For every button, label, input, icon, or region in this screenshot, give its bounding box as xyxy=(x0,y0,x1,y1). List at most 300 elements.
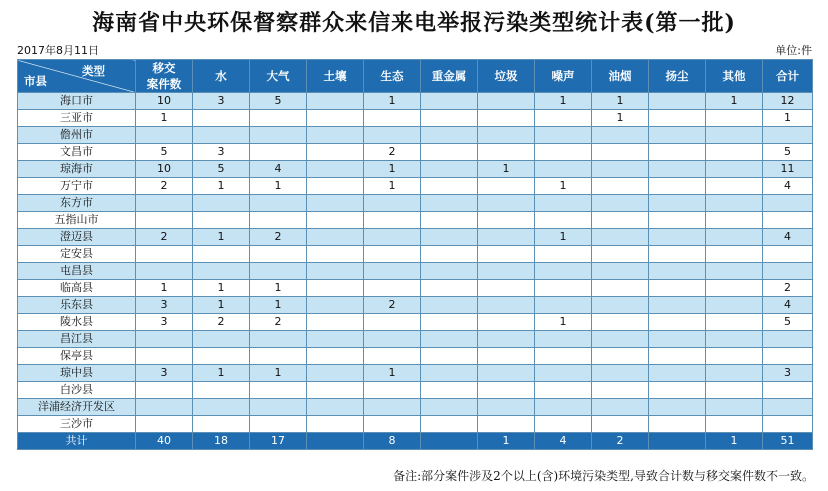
total-cell: 1 xyxy=(706,433,763,450)
value-cell xyxy=(307,212,364,229)
value-cell xyxy=(364,348,421,365)
value-cell xyxy=(706,263,763,280)
total-cell: 40 xyxy=(136,433,193,450)
value-cell xyxy=(706,212,763,229)
city-name: 东方市 xyxy=(18,195,136,212)
value-cell xyxy=(535,331,592,348)
city-name: 乐东县 xyxy=(18,297,136,314)
value-cell: 1 xyxy=(193,178,250,195)
value-cell xyxy=(364,127,421,144)
value-cell xyxy=(649,297,706,314)
table-row xyxy=(18,212,813,229)
table-row xyxy=(18,195,813,212)
value-cell xyxy=(535,382,592,399)
value-cell: 2 xyxy=(250,229,307,246)
value-cell xyxy=(250,144,307,161)
value-cell: 3 xyxy=(136,365,193,382)
value-cell xyxy=(307,297,364,314)
value-cell: 1 xyxy=(364,93,421,110)
value-cell xyxy=(250,348,307,365)
unit-label: 单位:件 xyxy=(775,44,812,57)
value-cell xyxy=(421,195,478,212)
value-cell xyxy=(763,263,813,280)
value-cell: 3 xyxy=(136,314,193,331)
value-cell xyxy=(250,382,307,399)
total-cell: 1 xyxy=(478,433,535,450)
value-cell xyxy=(592,331,649,348)
value-cell xyxy=(307,263,364,280)
value-cell: 1 xyxy=(364,161,421,178)
total-cell: 18 xyxy=(193,433,250,450)
value-cell xyxy=(706,416,763,433)
header-cases-line2: 案件数 xyxy=(146,77,182,91)
value-cell xyxy=(421,399,478,416)
value-cell xyxy=(649,399,706,416)
value-cell xyxy=(364,416,421,433)
city-name: 澄迈县 xyxy=(18,229,136,246)
value-cell xyxy=(763,331,813,348)
table-row xyxy=(18,314,813,331)
header-type-other: 其他 xyxy=(706,60,763,93)
value-cell xyxy=(478,144,535,161)
value-cell xyxy=(193,416,250,433)
table-row xyxy=(18,110,813,127)
value-cell: 4 xyxy=(250,161,307,178)
value-cell xyxy=(592,348,649,365)
value-cell xyxy=(193,399,250,416)
city-name: 保亭县 xyxy=(18,348,136,365)
value-cell xyxy=(193,195,250,212)
value-cell xyxy=(706,178,763,195)
value-cell xyxy=(478,297,535,314)
value-cell xyxy=(649,178,706,195)
value-cell: 1 xyxy=(250,178,307,195)
total-cell: 8 xyxy=(364,433,421,450)
value-cell xyxy=(307,195,364,212)
city-name: 洋浦经济开发区 xyxy=(18,399,136,416)
value-cell xyxy=(592,382,649,399)
value-cell: 4 xyxy=(763,229,813,246)
value-cell xyxy=(421,263,478,280)
total-cell xyxy=(307,433,364,450)
value-cell xyxy=(364,246,421,263)
city-name: 三沙市 xyxy=(18,416,136,433)
value-cell xyxy=(136,331,193,348)
value-cell xyxy=(478,399,535,416)
value-cell xyxy=(307,127,364,144)
value-cell xyxy=(478,365,535,382)
value-cell xyxy=(535,280,592,297)
value-cell xyxy=(706,280,763,297)
value-cell: 1 xyxy=(193,365,250,382)
value-cell: 5 xyxy=(763,314,813,331)
value-cell xyxy=(421,280,478,297)
page-title: 海南省中央环保督察群众来信来电举报污染类型统计表(第一批) xyxy=(92,10,736,36)
value-cell: 1 xyxy=(535,93,592,110)
table-body xyxy=(18,93,813,433)
table-row xyxy=(18,399,813,416)
value-cell xyxy=(592,229,649,246)
city-name: 白沙县 xyxy=(18,382,136,399)
value-cell: 2 xyxy=(136,178,193,195)
table-row xyxy=(18,127,813,144)
value-cell: 3 xyxy=(193,144,250,161)
value-cell: 12 xyxy=(763,93,813,110)
header-type-water: 水 xyxy=(193,60,250,93)
total-label: 共计 xyxy=(18,433,136,450)
value-cell xyxy=(193,331,250,348)
value-cell xyxy=(478,229,535,246)
header-cases-line1: 移交 xyxy=(152,61,176,75)
city-name: 儋州市 xyxy=(18,127,136,144)
value-cell xyxy=(307,399,364,416)
value-cell: 11 xyxy=(763,161,813,178)
total-cell xyxy=(649,433,706,450)
value-cell xyxy=(250,127,307,144)
value-cell xyxy=(421,382,478,399)
value-cell xyxy=(649,93,706,110)
city-name: 昌江县 xyxy=(18,331,136,348)
value-cell xyxy=(307,144,364,161)
value-cell xyxy=(592,399,649,416)
table-row xyxy=(18,93,813,110)
value-cell xyxy=(421,416,478,433)
value-cell xyxy=(421,161,478,178)
value-cell xyxy=(649,382,706,399)
value-cell xyxy=(478,127,535,144)
value-cell: 1 xyxy=(364,365,421,382)
value-cell xyxy=(478,246,535,263)
value-cell: 4 xyxy=(763,297,813,314)
header-type-soil: 土壤 xyxy=(307,60,364,93)
header-cases xyxy=(136,60,193,93)
value-cell: 3 xyxy=(193,93,250,110)
value-cell xyxy=(649,314,706,331)
value-cell: 1 xyxy=(250,297,307,314)
value-cell xyxy=(250,331,307,348)
value-cell xyxy=(193,263,250,280)
value-cell xyxy=(307,280,364,297)
value-cell: 1 xyxy=(535,314,592,331)
value-cell xyxy=(763,382,813,399)
value-cell xyxy=(535,127,592,144)
value-cell xyxy=(421,229,478,246)
value-cell xyxy=(421,178,478,195)
value-cell xyxy=(535,416,592,433)
value-cell xyxy=(193,127,250,144)
value-cell xyxy=(535,246,592,263)
table-row xyxy=(18,331,813,348)
table-row xyxy=(18,348,813,365)
value-cell: 2 xyxy=(364,144,421,161)
value-cell xyxy=(763,399,813,416)
value-cell xyxy=(421,314,478,331)
value-cell xyxy=(706,331,763,348)
value-cell xyxy=(478,382,535,399)
value-cell xyxy=(649,212,706,229)
city-name: 海口市 xyxy=(18,93,136,110)
value-cell: 1 xyxy=(478,161,535,178)
value-cell xyxy=(763,212,813,229)
value-cell xyxy=(421,127,478,144)
value-cell xyxy=(535,365,592,382)
value-cell xyxy=(421,110,478,127)
value-cell xyxy=(592,263,649,280)
city-name: 屯昌县 xyxy=(18,263,136,280)
value-cell xyxy=(478,110,535,127)
value-cell xyxy=(592,246,649,263)
value-cell xyxy=(763,246,813,263)
table-row xyxy=(18,178,813,195)
value-cell xyxy=(592,297,649,314)
value-cell: 2 xyxy=(193,314,250,331)
value-cell xyxy=(478,93,535,110)
value-cell xyxy=(364,263,421,280)
statistics-table xyxy=(17,59,813,450)
value-cell xyxy=(136,246,193,263)
value-cell: 2 xyxy=(763,280,813,297)
value-cell: 1 xyxy=(193,280,250,297)
value-cell xyxy=(307,93,364,110)
value-cell xyxy=(649,127,706,144)
value-cell xyxy=(592,212,649,229)
value-cell: 2 xyxy=(250,314,307,331)
header-type-fumes: 油烟 xyxy=(592,60,649,93)
value-cell xyxy=(364,280,421,297)
value-cell xyxy=(193,382,250,399)
value-cell xyxy=(649,263,706,280)
header-type-heavy-metal: 重金属 xyxy=(421,60,478,93)
value-cell xyxy=(592,280,649,297)
value-cell xyxy=(136,382,193,399)
city-name: 文昌市 xyxy=(18,144,136,161)
city-name: 五指山市 xyxy=(18,212,136,229)
value-cell: 5 xyxy=(136,144,193,161)
header-row xyxy=(18,60,813,93)
value-cell xyxy=(649,365,706,382)
value-cell xyxy=(592,127,649,144)
value-cell: 3 xyxy=(763,365,813,382)
value-cell xyxy=(421,212,478,229)
value-cell xyxy=(592,195,649,212)
value-cell xyxy=(706,297,763,314)
city-name: 定安县 xyxy=(18,246,136,263)
value-cell xyxy=(478,212,535,229)
value-cell: 1 xyxy=(592,93,649,110)
value-cell xyxy=(649,110,706,127)
value-cell: 1 xyxy=(193,229,250,246)
total-cell: 17 xyxy=(250,433,307,450)
value-cell xyxy=(592,178,649,195)
table-row xyxy=(18,382,813,399)
value-cell xyxy=(136,348,193,365)
header-diagonal-cell xyxy=(18,60,136,93)
value-cell xyxy=(364,331,421,348)
value-cell: 1 xyxy=(136,280,193,297)
value-cell xyxy=(478,331,535,348)
city-name: 琼海市 xyxy=(18,161,136,178)
table-row xyxy=(18,297,813,314)
value-cell xyxy=(364,212,421,229)
value-cell xyxy=(535,348,592,365)
value-cell: 3 xyxy=(136,297,193,314)
header-type-label: 类型 xyxy=(82,64,105,78)
value-cell xyxy=(136,416,193,433)
value-cell xyxy=(706,246,763,263)
value-cell xyxy=(706,127,763,144)
value-cell xyxy=(307,246,364,263)
value-cell xyxy=(307,161,364,178)
value-cell xyxy=(478,195,535,212)
value-cell xyxy=(535,110,592,127)
value-cell xyxy=(592,365,649,382)
total-cell: 51 xyxy=(763,433,813,450)
header-type-noise: 噪声 xyxy=(535,60,592,93)
value-cell xyxy=(307,229,364,246)
value-cell xyxy=(706,195,763,212)
value-cell: 4 xyxy=(763,178,813,195)
city-name: 临高县 xyxy=(18,280,136,297)
value-cell xyxy=(649,195,706,212)
value-cell xyxy=(136,212,193,229)
value-cell xyxy=(421,93,478,110)
value-cell: 5 xyxy=(250,93,307,110)
value-cell xyxy=(364,110,421,127)
total-row xyxy=(18,433,813,450)
value-cell xyxy=(136,263,193,280)
value-cell xyxy=(706,399,763,416)
value-cell xyxy=(592,314,649,331)
value-cell xyxy=(649,331,706,348)
table-row xyxy=(18,280,813,297)
value-cell xyxy=(649,229,706,246)
table-row xyxy=(18,365,813,382)
value-cell: 5 xyxy=(763,144,813,161)
value-cell xyxy=(421,331,478,348)
value-cell xyxy=(478,314,535,331)
value-cell xyxy=(649,246,706,263)
total-cell: 4 xyxy=(535,433,592,450)
report-date: 2017年8月11日 xyxy=(17,44,99,57)
value-cell xyxy=(364,382,421,399)
value-cell xyxy=(193,246,250,263)
value-cell: 1 xyxy=(763,110,813,127)
value-cell: 2 xyxy=(136,229,193,246)
value-cell xyxy=(649,144,706,161)
value-cell xyxy=(364,195,421,212)
table-row xyxy=(18,416,813,433)
table-row xyxy=(18,144,813,161)
value-cell xyxy=(706,382,763,399)
value-cell xyxy=(307,416,364,433)
value-cell xyxy=(307,331,364,348)
value-cell xyxy=(535,297,592,314)
city-name: 琼中县 xyxy=(18,365,136,382)
value-cell: 1 xyxy=(250,365,307,382)
value-cell xyxy=(250,110,307,127)
value-cell: 1 xyxy=(535,178,592,195)
value-cell xyxy=(364,314,421,331)
value-cell: 2 xyxy=(364,297,421,314)
value-cell xyxy=(706,365,763,382)
value-cell: 1 xyxy=(250,280,307,297)
value-cell: 1 xyxy=(706,93,763,110)
city-name: 万宁市 xyxy=(18,178,136,195)
table-row xyxy=(18,263,813,280)
header-type-ecology: 生态 xyxy=(364,60,421,93)
value-cell xyxy=(706,110,763,127)
value-cell xyxy=(307,348,364,365)
value-cell xyxy=(307,178,364,195)
value-cell xyxy=(763,416,813,433)
value-cell xyxy=(535,161,592,178)
value-cell: 1 xyxy=(592,110,649,127)
value-cell xyxy=(250,399,307,416)
value-cell xyxy=(706,348,763,365)
table-row xyxy=(18,229,813,246)
value-cell xyxy=(307,314,364,331)
value-cell: 1 xyxy=(364,178,421,195)
value-cell xyxy=(478,263,535,280)
value-cell xyxy=(307,382,364,399)
value-cell xyxy=(535,212,592,229)
value-cell xyxy=(649,280,706,297)
value-cell xyxy=(250,195,307,212)
value-cell xyxy=(250,263,307,280)
total-cell xyxy=(421,433,478,450)
value-cell xyxy=(193,212,250,229)
value-cell xyxy=(421,144,478,161)
footnote: 备注:部分案件涉及2个以上(含)环境污染类型,导致合计数与移交案件数不一致。 xyxy=(393,469,814,483)
value-cell xyxy=(592,416,649,433)
value-cell xyxy=(649,348,706,365)
value-cell xyxy=(421,246,478,263)
value-cell xyxy=(649,161,706,178)
value-cell: 10 xyxy=(136,161,193,178)
value-cell: 1 xyxy=(193,297,250,314)
value-cell: 10 xyxy=(136,93,193,110)
header-type-total: 合计 xyxy=(763,60,813,93)
header-type-air: 大气 xyxy=(250,60,307,93)
value-cell xyxy=(250,246,307,263)
value-cell xyxy=(649,416,706,433)
value-cell xyxy=(193,110,250,127)
city-name: 三亚市 xyxy=(18,110,136,127)
value-cell xyxy=(136,195,193,212)
value-cell xyxy=(478,416,535,433)
value-cell xyxy=(706,229,763,246)
value-cell: 1 xyxy=(535,229,592,246)
value-cell: 5 xyxy=(193,161,250,178)
value-cell xyxy=(136,127,193,144)
value-cell: 1 xyxy=(136,110,193,127)
header-type-dust: 扬尘 xyxy=(649,60,706,93)
city-name: 陵水县 xyxy=(18,314,136,331)
value-cell xyxy=(307,365,364,382)
value-cell xyxy=(706,314,763,331)
value-cell xyxy=(592,144,649,161)
value-cell xyxy=(592,161,649,178)
value-cell xyxy=(478,348,535,365)
value-cell xyxy=(535,144,592,161)
value-cell xyxy=(364,229,421,246)
value-cell xyxy=(421,297,478,314)
value-cell xyxy=(706,161,763,178)
value-cell xyxy=(763,127,813,144)
header-city-label: 市县 xyxy=(24,74,47,88)
value-cell xyxy=(364,399,421,416)
value-cell xyxy=(535,399,592,416)
